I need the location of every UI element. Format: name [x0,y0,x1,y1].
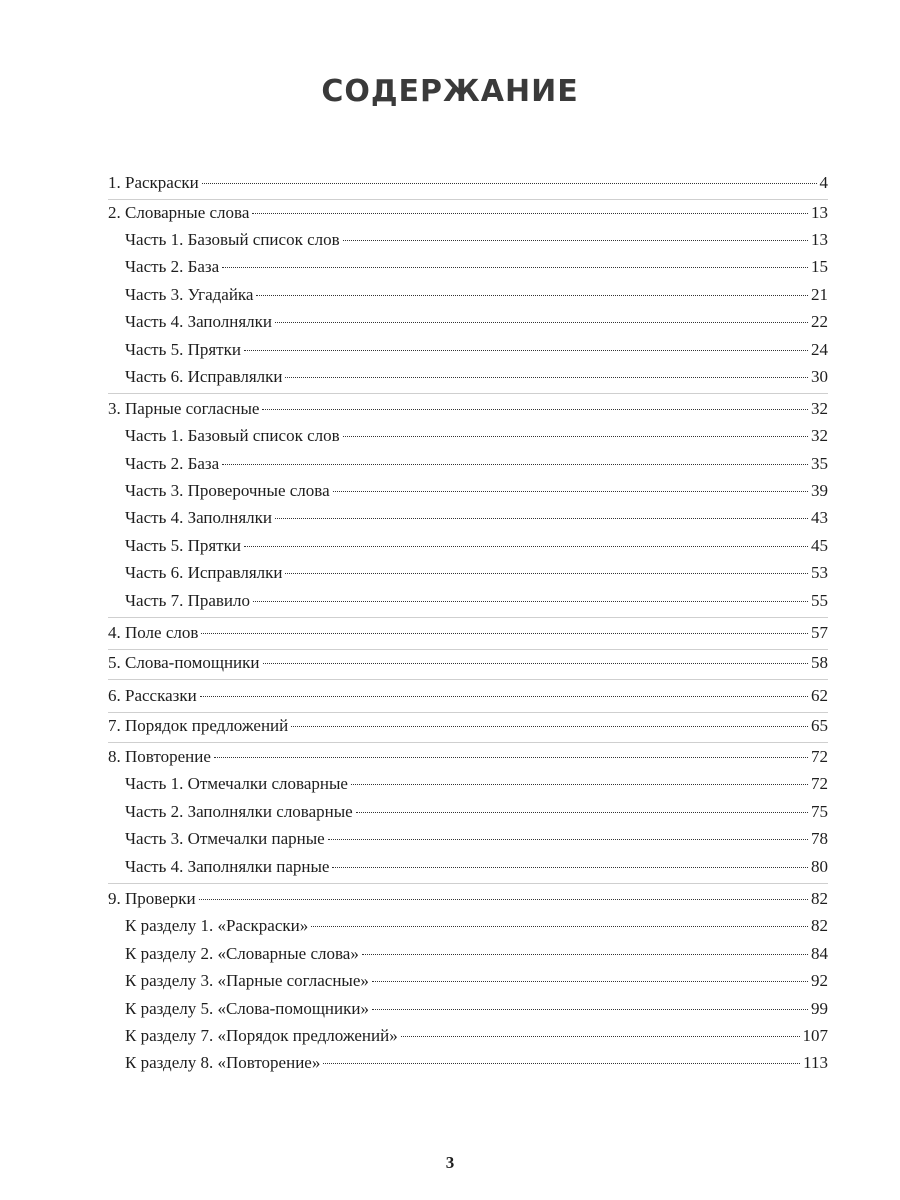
toc-entry [125,943,828,965]
dot-leader [275,518,808,519]
toc-entry [108,622,828,644]
toc-entry-label: Часть 3. Угадайка [125,285,254,304]
toc-entry-page: 53 [811,563,828,582]
toc-entry-page: 113 [803,1053,828,1072]
section-divider [108,617,828,618]
toc-entry [125,590,828,612]
toc-entry-label: Часть 1. Отмечалки словарные [125,774,348,793]
toc-entry-label: К разделу 3. «Парные согласные» [125,971,369,990]
toc-entry-page: 39 [811,481,828,500]
toc-entry-page: 80 [811,857,828,876]
dot-leader [311,926,808,927]
toc-entry-label: 4. Поле слов [108,623,199,642]
toc-entry-label: К разделу 5. «Слова-помощники» [125,999,369,1018]
page-title: СОДЕРЖАНИЕ [321,74,579,109]
toc-entry-label: 1. Раскраски [108,173,199,192]
dot-leader [199,899,808,900]
toc-entry-label: Часть 6. Исправлялки [125,563,283,582]
dot-leader [214,757,808,758]
dot-leader [275,322,808,323]
toc-entry [125,311,828,333]
toc-entry-page: 72 [811,774,828,793]
toc-entry [108,888,828,910]
dot-leader [262,409,808,410]
toc-entry-label: Часть 2. База [125,257,220,276]
dot-leader [372,1009,808,1010]
toc-entry-page: 21 [811,285,828,304]
toc-entry-page: 78 [811,829,828,848]
toc-entry-label: Часть 4. Заполнялки [125,312,273,331]
toc-entry-page: 13 [811,203,828,222]
dot-leader [343,436,808,437]
dot-leader [333,491,808,492]
toc-entry [108,172,828,194]
toc-entry [125,1025,828,1047]
toc-entry-label: 6. Рассказки [108,686,197,705]
toc-entry-page: 84 [811,944,828,963]
dot-leader [201,633,808,634]
toc-entry [125,535,828,557]
toc-entry [125,339,828,361]
toc-entry-label: Часть 6. Исправлялки [125,367,283,386]
toc-entry-page: 72 [811,747,828,766]
toc-entry-page: 62 [811,686,828,705]
dot-leader [244,546,808,547]
dot-leader [328,839,808,840]
toc-entry-page: 13 [811,230,828,249]
toc-entry [125,453,828,475]
section-divider [108,712,828,713]
dot-leader [372,981,808,982]
toc-entry [125,425,828,447]
toc-entry-label: К разделу 2. «Словарные слова» [125,944,359,963]
toc-entry-label: К разделу 8. «Повторение» [125,1053,321,1072]
toc-entry-label: Часть 1. Базовый список слов [125,426,340,445]
dot-leader [252,213,808,214]
toc-entry [108,685,828,707]
dot-leader [263,663,808,664]
toc-entry-page: 99 [811,999,828,1018]
toc-entry-page: 92 [811,971,828,990]
toc-entry [125,828,828,850]
toc-entry [125,507,828,529]
toc-entry-label: Часть 5. Прятки [125,340,241,359]
toc-entry-label: Часть 4. Заполнялки [125,508,273,527]
toc-entry-label: Часть 7. Правило [125,591,251,610]
section-divider [108,199,828,200]
toc-entry-page: 15 [811,257,828,276]
toc-entry [108,652,828,674]
toc-entry-page: 82 [811,916,828,935]
toc-entry [125,562,828,584]
toc-entry-label: К разделу 7. «Порядок предложений» [125,1026,398,1045]
toc-entry [125,256,828,278]
section-divider [108,742,828,743]
toc-entry-label: Часть 3. Проверочные слова [125,481,330,500]
toc-entry-page: 35 [811,454,828,473]
toc-entry-page: 55 [811,591,828,610]
section-divider [108,649,828,650]
toc-entry-page: 58 [811,653,828,672]
toc-entry-label: 5. Слова-помощники [108,653,260,672]
toc-entry-label: 7. Порядок предложений [108,716,289,735]
toc-entry-label: 8. Повторение [108,747,211,766]
section-divider [108,679,828,680]
toc-entry-page: 57 [811,623,828,642]
toc-entry [125,480,828,502]
toc-entry [125,284,828,306]
toc-entry-label: Часть 4. Заполнялки парные [125,857,330,876]
toc-entry-page: 22 [811,312,828,331]
toc-entry-page: 82 [811,889,828,908]
dot-leader [401,1036,800,1037]
dot-leader [285,377,808,378]
toc-entry [108,398,828,420]
page-number: 3 [445,1153,455,1172]
toc-entry [108,202,828,224]
dot-leader [332,867,808,868]
toc-entry [125,773,828,795]
toc-entry-label: Часть 2. База [125,454,220,473]
dot-leader [244,350,808,351]
toc-entry [125,1052,828,1074]
dot-leader [323,1063,800,1064]
dot-leader [291,726,808,727]
toc-entry [125,915,828,937]
toc-entry [125,998,828,1020]
section-divider [108,883,828,884]
toc-entry [125,801,828,823]
dot-leader [362,954,808,955]
toc-entry [125,366,828,388]
toc-entry-page: 75 [811,802,828,821]
dot-leader [222,267,808,268]
toc-entry-label: Часть 5. Прятки [125,536,241,555]
toc-entry-page: 107 [802,1026,828,1045]
dot-leader [202,183,817,184]
toc-entry-page: 32 [811,426,828,445]
toc-entry [125,229,828,251]
toc-entry-page: 32 [811,399,828,418]
toc-entry-page: 24 [811,340,828,359]
toc-entry-label: 3. Парные согласные [108,399,260,418]
toc-entry-label: 9. Проверки [108,889,196,908]
dot-leader [200,696,808,697]
toc-entry-page: 65 [811,716,828,735]
dot-leader [351,784,808,785]
toc-entry-label: Часть 2. Заполнялки словарные [125,802,353,821]
dot-leader [222,464,808,465]
toc-entry-label: Часть 3. Отмечалки парные [125,829,325,848]
dot-leader [256,295,808,296]
toc-entry-page: 4 [819,173,828,192]
toc-entry [108,715,828,737]
dot-leader [343,240,808,241]
toc-entry-label: 2. Словарные слова [108,203,250,222]
section-divider [108,393,828,394]
toc-entry-page: 45 [811,536,828,555]
dot-leader [285,573,808,574]
toc-entry [125,856,828,878]
toc-entry-label: К разделу 1. «Раскраски» [125,916,309,935]
toc-entry [125,970,828,992]
toc-entry-label: Часть 1. Базовый список слов [125,230,340,249]
toc-entry-page: 43 [811,508,828,527]
toc-entry-page: 30 [811,367,828,386]
dot-leader [253,601,808,602]
dot-leader [356,812,808,813]
toc-entry [108,746,828,768]
